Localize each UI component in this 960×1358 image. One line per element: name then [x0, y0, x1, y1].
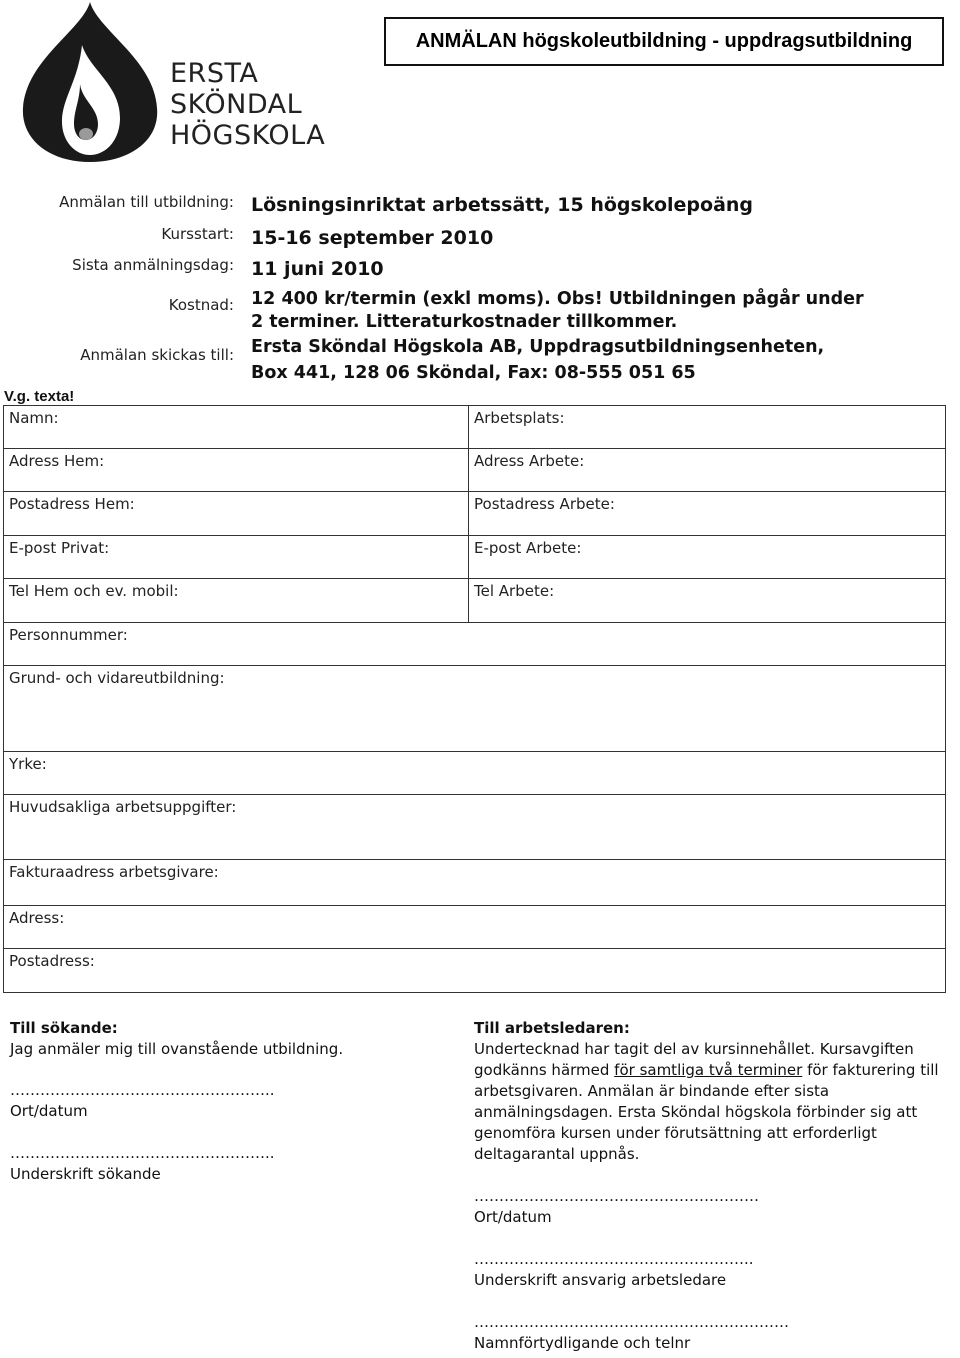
- name-field[interactable]: [4, 406, 469, 449]
- home-address-label: Adress Hem:: [9, 452, 105, 470]
- registration-form: [3, 405, 946, 993]
- home-phone-field[interactable]: [4, 579, 469, 623]
- personal-number-field[interactable]: [4, 623, 946, 666]
- logo: [20, 0, 340, 165]
- manager-text-line: arbetsgivaren. Anmälan är bindande efter sista: [474, 1082, 830, 1100]
- logo-line: HÖGSKOLA: [170, 120, 326, 151]
- education-value: Lösningsinriktat arbetssätt, 15 högskolepoäng: [251, 194, 754, 216]
- applicant-date-label: Ort/datum: [10, 1102, 88, 1120]
- print-note: V.g. texta!: [4, 388, 75, 405]
- manager-heading: Till arbetsledaren:: [474, 1019, 630, 1037]
- applicant-section: [10, 1018, 440, 1185]
- work-phone-label: Tel Arbete:: [474, 582, 555, 600]
- postal-address-field[interactable]: [4, 949, 946, 993]
- manager-text-underlined: för samtliga två terminer: [614, 1061, 803, 1079]
- manager-signature-line: ………………………………………………..: [474, 1250, 754, 1268]
- profession-label: Yrke:: [9, 755, 47, 773]
- work-address-field[interactable]: [469, 449, 946, 492]
- manager-text-part: godkänns härmed: [474, 1061, 615, 1079]
- manager-name-line: ………………………………………………………: [474, 1313, 789, 1331]
- manager-name-label: Namnförtydligande och telnr: [474, 1334, 691, 1352]
- manager-text-part: för fakturering till: [802, 1061, 939, 1079]
- name-label: Namn:: [9, 409, 59, 427]
- work-address-label: Adress Arbete:: [474, 452, 585, 470]
- applicant-signature-label: Underskrift sökande: [10, 1165, 161, 1183]
- manager-text-line: [474, 1060, 954, 1081]
- applicant-heading: Till sökande:: [10, 1019, 118, 1037]
- logo-line: ERSTA: [170, 58, 259, 89]
- manager-date-line: …………………………………………………: [474, 1187, 759, 1205]
- logo-text: [170, 58, 325, 151]
- deadline-value: 11 juni 2010: [251, 258, 384, 280]
- form-title: ANMÄLAN högskoleutbildning - uppdragsutbildning: [415, 30, 913, 52]
- manager-text-line: deltagarantal uppnås.: [474, 1145, 640, 1163]
- manager-text-line: Undertecknad har tagit del av kursinnehållet. Kursavgiften: [474, 1040, 914, 1058]
- workplace-field[interactable]: [469, 406, 946, 449]
- start-label: Kursstart:: [161, 225, 234, 243]
- private-email-field[interactable]: [4, 536, 469, 579]
- cost-label: Kostnad:: [168, 296, 234, 314]
- duties-field[interactable]: [4, 795, 946, 860]
- private-email-label: E-post Privat:: [9, 539, 110, 557]
- manager-text-line: genomföra kursen under förutsättning att erforderligt: [474, 1124, 877, 1142]
- address-field[interactable]: [4, 906, 946, 949]
- manager-signature-label: Underskrift ansvarig arbetsledare: [474, 1271, 727, 1289]
- home-phone-label: Tel Hem och ev. mobil:: [9, 582, 179, 600]
- cost-value-line2: 2 terminer. Litteraturkostnader tillkommer.: [251, 312, 678, 332]
- profession-field[interactable]: [4, 752, 946, 795]
- invoice-address-label: Fakturaadress arbetsgivare:: [9, 863, 219, 881]
- work-phone-field[interactable]: [469, 579, 946, 623]
- home-postal-label: Postadress Hem:: [9, 495, 135, 513]
- work-postal-label: Postadress Arbete:: [474, 495, 615, 513]
- start-value: 15-16 september 2010: [251, 227, 494, 249]
- manager-text-line: anmälningsdagen. Ersta Sköndal högskola förbinder sig att: [474, 1103, 918, 1121]
- send-value-line1: Ersta Sköndal Högskola AB, Uppdragsutbildningsenheten,: [251, 337, 825, 357]
- applicant-date-line: ……………………………………………..: [10, 1081, 275, 1099]
- manager-date-label: Ort/datum: [474, 1208, 552, 1226]
- send-value-line2: Box 441, 128 06 Sköndal, Fax: 08-555 051 65: [251, 363, 696, 383]
- education-field[interactable]: [4, 666, 946, 752]
- manager-section: [474, 1018, 954, 1354]
- work-email-label: E-post Arbete:: [474, 539, 582, 557]
- send-label: Anmälan skickas till:: [80, 346, 234, 364]
- applicant-text: Jag anmäler mig till ovanstående utbildning.: [10, 1040, 344, 1058]
- logo-line: SKÖNDAL: [170, 89, 303, 120]
- drop-icon: [20, 0, 165, 165]
- education-field-label: Grund- och vidareutbildning:: [9, 669, 225, 687]
- postal-address-label: Postadress:: [9, 952, 95, 970]
- education-label: Anmälan till utbildning:: [59, 193, 234, 211]
- applicant-signature-line: ……………………………………………..: [10, 1144, 275, 1162]
- work-email-field[interactable]: [469, 536, 946, 579]
- cost-value-line1: 12 400 kr/termin (exkl moms). Obs! Utbildningen pågår under: [251, 289, 864, 309]
- work-postal-field[interactable]: [469, 492, 946, 536]
- duties-label: Huvudsakliga arbetsuppgifter:: [9, 798, 237, 816]
- address-label: Adress:: [9, 909, 65, 927]
- form-title-box: [384, 17, 944, 66]
- home-address-field[interactable]: [4, 449, 469, 492]
- workplace-label: Arbetsplats:: [474, 409, 565, 427]
- invoice-address-field[interactable]: [4, 860, 946, 906]
- home-postal-field[interactable]: [4, 492, 469, 536]
- personal-number-label: Personnummer:: [9, 626, 128, 644]
- deadline-label: Sista anmälningsdag:: [72, 256, 234, 274]
